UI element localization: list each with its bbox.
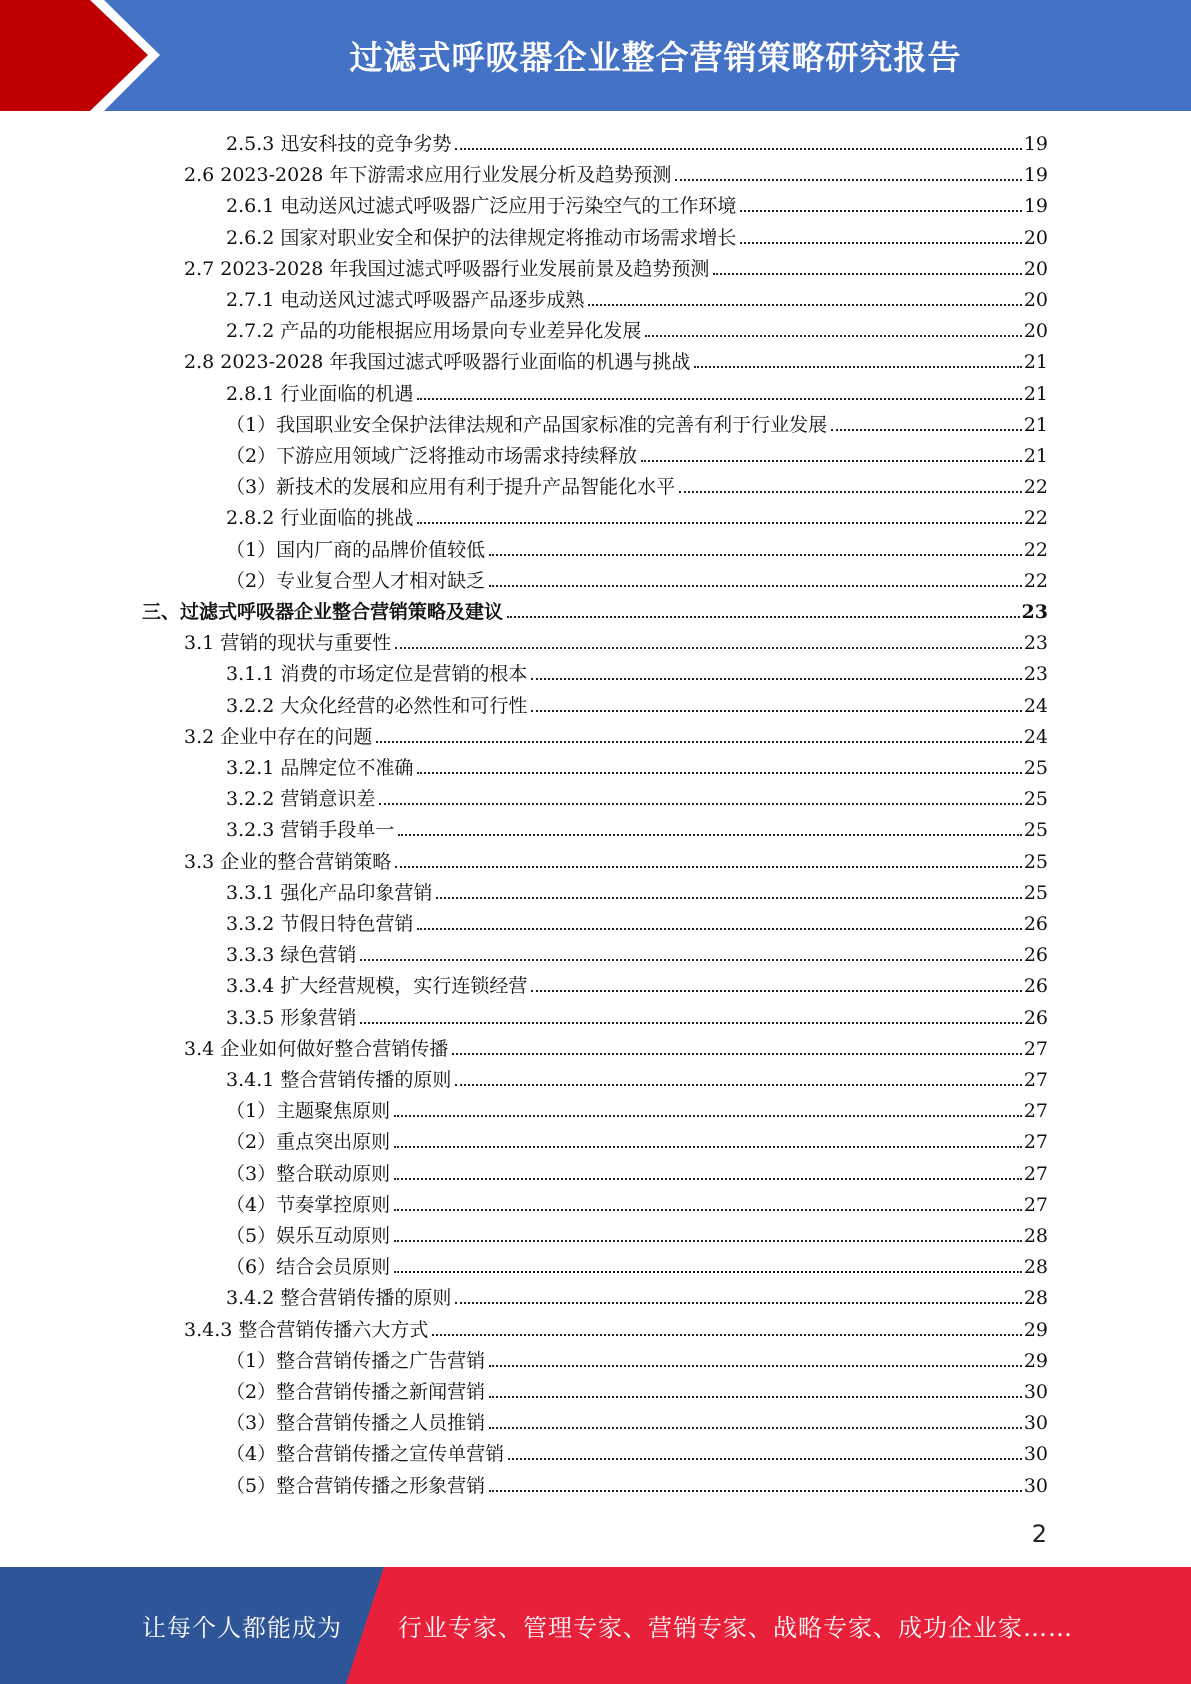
toc-dot-leader [531, 677, 1021, 680]
toc-entry[interactable] [226, 690, 1048, 718]
toc-entry-page: 27 [1023, 1131, 1048, 1154]
toc-dot-leader [395, 646, 1022, 649]
toc-entry-page: 20 [1023, 320, 1048, 343]
toc-entry[interactable] [226, 471, 1048, 499]
toc-dot-leader [417, 521, 1021, 524]
toc-entry-label: 三、过滤式呼吸器企业整合营销策略及建议 [142, 601, 504, 623]
toc-entry-page: 26 [1023, 913, 1048, 935]
toc-dot-leader [394, 1270, 1022, 1273]
toc-dot-leader [455, 147, 1021, 150]
toc-entry-label: 3.4.1 整合营销传播的原则 [226, 1069, 452, 1091]
toc-dot-leader [417, 927, 1021, 930]
toc-dot-leader [641, 459, 1022, 462]
toc-entry-label: （3）整合联动原则 [226, 1162, 391, 1185]
toc-entry-label: 3.4 企业如何做好整合营销传播 [184, 1037, 449, 1060]
toc-dot-leader [432, 1333, 1021, 1336]
toc-entry[interactable] [226, 658, 1048, 686]
toc-entry-label: （2）重点突出原则 [226, 1131, 391, 1154]
toc-entry[interactable] [226, 502, 1048, 530]
toc-entry[interactable] [226, 190, 1048, 218]
toc-entry[interactable] [226, 814, 1048, 842]
toc-entry[interactable] [226, 1095, 1048, 1123]
toc-dot-leader [489, 1489, 1022, 1492]
toc-dot-leader [395, 865, 1022, 868]
toc-entry-label: 2.6.2 国家对职业安全和保护的法律规定将推动市场需求增长 [226, 226, 737, 249]
toc-entry[interactable] [226, 128, 1048, 156]
toc-dot-leader [394, 1239, 1022, 1242]
toc-dot-leader [360, 1021, 1021, 1024]
toc-entry[interactable] [226, 783, 1048, 811]
toc-entry-label: 3.4.3 整合营销传播六大方式 [184, 1318, 429, 1341]
toc-dot-leader [376, 740, 1022, 743]
toc-entry-label: （3）新技术的发展和应用有利于提升产品智能化水平 [226, 476, 676, 499]
toc-entry-page: 19 [1023, 133, 1048, 155]
toc-entry[interactable] [226, 1407, 1048, 1435]
toc-entry[interactable] [226, 565, 1048, 593]
toc-entry-page: 27 [1023, 1193, 1048, 1216]
toc-entry[interactable] [184, 159, 1048, 187]
toc-entry-label: （2）整合营销传播之新闻营销 [226, 1381, 486, 1403]
toc-entry-page: 20 [1023, 226, 1048, 249]
page-number: 2 [1031, 1520, 1047, 1548]
toc-entry-page: 23 [1023, 632, 1048, 655]
toc-entry-label: 3.1.1 消费的市场定位是营销的根本 [226, 663, 528, 686]
toc-entry[interactable] [226, 1438, 1048, 1466]
toc-entry-page: 25 [1023, 850, 1048, 873]
toc-entry[interactable] [226, 1002, 1048, 1030]
toc-entry-page: 24 [1023, 725, 1048, 748]
toc-entry-label: （2）专业复合型人才相对缺乏 [226, 569, 486, 592]
toc-entry-label: 3.3.1 强化产品印象营销 [226, 881, 433, 904]
toc-dot-leader [713, 272, 1021, 275]
toc-entry-page: 28 [1023, 1256, 1048, 1279]
toc-entry[interactable] [142, 596, 1048, 624]
toc-entry[interactable] [226, 284, 1048, 312]
toc-entry-page: 30 [1023, 1381, 1048, 1403]
toc-entry[interactable] [184, 721, 1048, 749]
toc-entry-label: （5）娱乐互动原则 [226, 1225, 391, 1247]
toc-entry[interactable] [226, 1158, 1048, 1186]
toc-entry-page: 25 [1023, 819, 1048, 842]
toc-entry-page: 19 [1023, 195, 1048, 218]
toc-entry-page: 25 [1023, 757, 1048, 779]
toc-entry-label: 3.4.2 整合营销传播的原则 [226, 1287, 452, 1310]
toc-entry-label: （1）主题聚焦原则 [226, 1100, 391, 1123]
toc-entry-page: 27 [1023, 1162, 1048, 1185]
toc-entry-page: 27 [1023, 1037, 1048, 1060]
toc-entry-page: 27 [1023, 1069, 1048, 1091]
toc-entry-label: 3.2.3 营销手段单一 [226, 819, 395, 842]
toc-entry-page: 27 [1023, 1100, 1048, 1123]
toc-dot-leader [489, 1395, 1022, 1398]
toc-dot-leader [379, 802, 1021, 805]
toc-dot-leader [489, 553, 1022, 556]
toc-entry-page: 21 [1023, 351, 1048, 374]
toc-entry[interactable] [226, 1282, 1048, 1310]
toc-dot-leader [452, 1052, 1022, 1055]
toc-entry-label: （5）整合营销传播之形象营销 [226, 1474, 486, 1497]
toc-entry[interactable] [226, 534, 1048, 562]
toc-dot-leader [489, 584, 1022, 587]
footer-slogan-left: 让每个人都能成为 [142, 1614, 342, 1642]
toc-entry-page: 21 [1023, 413, 1048, 436]
toc-entry[interactable] [226, 1251, 1048, 1279]
toc-entry-page: 21 [1023, 382, 1048, 405]
toc-dot-leader [417, 771, 1021, 774]
toc-entry-page: 28 [1023, 1287, 1048, 1310]
toc-dot-leader [740, 209, 1021, 212]
toc-entry-page: 29 [1023, 1318, 1048, 1341]
toc-entry[interactable] [184, 253, 1048, 281]
toc-entry-page: 25 [1023, 881, 1048, 904]
toc-entry-page: 25 [1023, 788, 1048, 811]
toc-entry-page: 23 [1023, 663, 1048, 686]
toc-entry-label: 2.5.3 迅安科技的竞争劣势 [226, 133, 452, 155]
toc-dot-leader [489, 1364, 1022, 1367]
toc-entry-page: 26 [1023, 944, 1048, 967]
toc-entry[interactable] [226, 877, 1048, 905]
toc-entry[interactable] [226, 409, 1048, 437]
toc-dot-leader [394, 1114, 1022, 1117]
toc-entry[interactable] [226, 440, 1048, 468]
header-arrow-decoration [0, 0, 160, 111]
toc-entry[interactable] [226, 970, 1048, 998]
toc-entry-label: 3.2.2 大众化经营的必然性和可行性 [226, 694, 528, 717]
toc-entry-page: 22 [1023, 507, 1048, 530]
header-banner [0, 0, 1191, 111]
toc-dot-leader [679, 490, 1022, 493]
toc-dot-leader [394, 1145, 1022, 1148]
toc-entry[interactable] [226, 908, 1048, 936]
toc-entry[interactable] [184, 346, 1048, 374]
toc-entry[interactable] [226, 939, 1048, 967]
toc-entry-label: （6）结合会员原则 [226, 1256, 391, 1279]
toc-entry-label: （1）整合营销传播之广告营销 [226, 1349, 486, 1372]
toc-entry-label: 3.3 企业的整合营销策略 [184, 850, 392, 873]
toc-entry-label: 3.3.2 节假日特色营销 [226, 913, 414, 935]
toc-entry-label: （3）整合营销传播之人员推销 [226, 1412, 486, 1435]
toc-entry-page: 19 [1023, 164, 1048, 187]
toc-dot-leader [531, 709, 1021, 712]
toc-dot-leader [508, 1457, 1022, 1460]
toc-dot-leader [588, 303, 1021, 306]
toc-entry[interactable] [226, 1126, 1048, 1154]
toc-entry-page: 24 [1023, 694, 1048, 717]
toc-entry[interactable] [226, 1470, 1048, 1498]
toc-entry-label: （2）下游应用领域广泛将推动市场需求持续释放 [226, 445, 638, 467]
toc-entry-label: 3.2.1 品牌定位不准确 [226, 757, 414, 779]
toc-dot-leader [507, 615, 1020, 618]
toc-entry-label: 2.8 2023-2028 年我国过滤式呼吸器行业面临的机遇与挑战 [184, 351, 691, 374]
toc-entry-page: 30 [1023, 1443, 1048, 1466]
toc-entry-label: 2.7 2023-2028 年我国过滤式呼吸器行业发展前景及趋势预测 [184, 257, 710, 280]
toc-dot-leader [740, 241, 1021, 244]
toc-entry[interactable] [184, 627, 1048, 655]
toc-entry-label: （4）整合营销传播之宣传单营销 [226, 1443, 505, 1466]
toc-entry[interactable] [226, 315, 1048, 343]
toc-entry[interactable] [226, 378, 1048, 406]
toc-entry[interactable] [226, 752, 1048, 780]
toc-entry-label: 3.2.2 营销意识差 [226, 788, 376, 811]
toc-entry-page: 29 [1023, 1349, 1048, 1372]
toc-entry-label: 2.7.1 电动送风过滤式呼吸器产品逐步成熟 [226, 289, 585, 311]
toc-dot-leader [694, 365, 1021, 368]
toc-entry-label: 2.6.1 电动送风过滤式呼吸器广泛应用于污染空气的工作环境 [226, 195, 737, 218]
footer-slogan-right: 行业专家、管理专家、营销专家、战略专家、成功企业家…… [398, 1614, 1073, 1642]
toc-entry[interactable] [184, 1033, 1048, 1061]
toc-entry-label: 2.7.2 产品的功能根据应用场景向专业差异化发展 [226, 320, 642, 343]
toc-dot-leader [417, 397, 1021, 400]
toc-entry[interactable] [184, 846, 1048, 874]
toc-dot-leader [531, 989, 1021, 992]
footer-banner [0, 1567, 1191, 1684]
toc-entry-label: （1）国内厂商的品牌价值较低 [226, 538, 486, 561]
toc-entry-page: 21 [1023, 445, 1048, 467]
toc-entry-label: 3.3.4 扩大经营规模，实行连锁经营 [226, 975, 528, 998]
toc-entry-label: 3.2 企业中存在的问题 [184, 725, 373, 748]
toc-entry[interactable] [226, 1189, 1048, 1217]
toc-entry-page: 26 [1023, 975, 1048, 998]
toc-dot-leader [489, 1426, 1022, 1429]
toc-entry-page: 20 [1023, 257, 1048, 280]
toc-entry[interactable] [226, 1376, 1048, 1404]
toc-dot-leader [645, 334, 1021, 337]
toc-entry[interactable] [226, 1064, 1048, 1092]
toc-entry-label: 3.1 营销的现状与重要性 [184, 632, 392, 655]
toc-entry-page: 22 [1023, 476, 1048, 499]
toc-entry-label: 2.6 2023-2028 年下游需求应用行业发展分析及趋势预测 [184, 164, 672, 187]
toc-entry[interactable] [184, 1314, 1048, 1342]
toc-entry-label: （1）我国职业安全保护法律法规和产品国家标准的完善有利于行业发展 [226, 413, 828, 436]
toc-entry[interactable] [226, 1220, 1048, 1248]
toc-dot-leader [455, 1301, 1021, 1304]
toc-entry-label: 2.8.2 行业面临的挑战 [226, 507, 414, 530]
toc-dot-leader [436, 896, 1021, 899]
toc-entry-page: 23 [1021, 601, 1048, 623]
toc-entry-page: 22 [1023, 569, 1048, 592]
toc-entry-page: 22 [1023, 538, 1048, 561]
toc-entry-page: 28 [1023, 1225, 1048, 1247]
toc-entry-page: 30 [1023, 1474, 1048, 1497]
report-title: 过滤式呼吸器企业整合营销策略研究报告 [349, 38, 962, 77]
toc-dot-leader [398, 833, 1021, 836]
toc-dot-leader [360, 958, 1021, 961]
toc-entry-label: 3.3.3 绿色营销 [226, 944, 357, 967]
toc-entry-label: 2.8.1 行业面临的机遇 [226, 382, 414, 405]
toc-entry[interactable] [226, 222, 1048, 250]
toc-entry-label: 3.3.5 形象营销 [226, 1006, 357, 1029]
toc-entry-page: 20 [1023, 289, 1048, 311]
toc-dot-leader [394, 1208, 1022, 1211]
toc-dot-leader [831, 428, 1022, 431]
toc-entry-page: 30 [1023, 1412, 1048, 1435]
toc-entry[interactable] [226, 1345, 1048, 1373]
toc-entry-label: （4）节奏掌控原则 [226, 1193, 391, 1216]
toc-dot-leader [394, 1177, 1022, 1180]
toc-entry-page: 26 [1023, 1006, 1048, 1029]
toc-dot-leader [675, 178, 1021, 181]
toc-dot-leader [455, 1083, 1021, 1086]
